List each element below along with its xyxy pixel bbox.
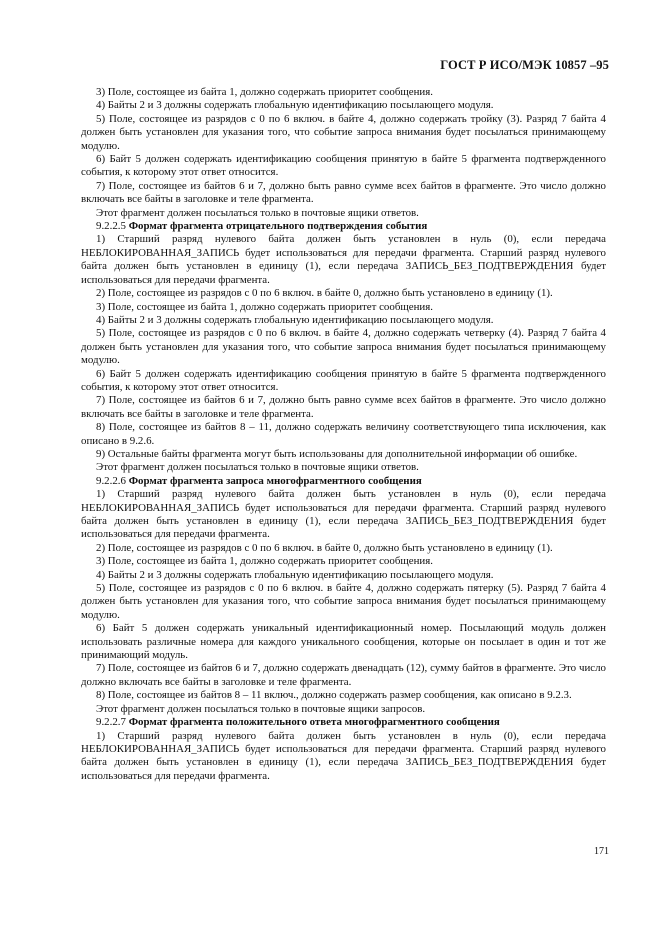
paragraph: 1) Старший разряд нулевого байта должен быть установлен в нуль (0), если передача НЕБЛОКИРОВАННАЯ_ЗАПИСЬ будет использоваться для передачи фрагмента. Старший разряд нулевого байта должен быть установлен в единицу (1), если передача ЗАПИСЬ_БЕЗ_ПОДТВЕРЖДЕНИЯ будет использоваться для передачи фрагмента. xyxy=(81,729,606,782)
paragraph: 5) Поле, состоящее из разрядов с 0 по 6 включ. в байте 4, должно содержать пятерку (5). Разряд 7 байта 4 должен быть установлен для указания того, что событие запроса внимания будет посылаться принимающему модулю. xyxy=(81,582,606,621)
paragraph: 4) Байты 2 и 3 должны содержать глобальную идентификацию посылающего модуля. xyxy=(96,313,494,326)
paragraph: 2) Поле, состоящее из разрядов с 0 по 6 включ. в байте 0, должно быть установлено в единицу (1). xyxy=(96,287,553,300)
paragraph: 4) Байты 2 и 3 должны содержать глобальную идентификацию посылающего модуля. xyxy=(96,568,494,581)
paragraph: Этот фрагмент должен посылаться только в почтовые ящики запросов. xyxy=(96,702,426,715)
paragraph: 3) Поле, состоящее из байта 1, должно содержать приоритет сообщения. xyxy=(96,86,433,98)
section-heading xyxy=(81,475,606,488)
paragraph: 5) Поле, состоящее из разрядов с 0 по 6 включ. в байте 4, должно содержать четверку (4). Разряд 7 байта 4 должен быть установлен для указания того, что событие запроса внимания будет посылаться принимающему модулю. xyxy=(81,327,606,367)
section-title: Формат фрагмента отрицательного подтверждения события xyxy=(128,220,428,233)
section-heading xyxy=(81,220,606,233)
paragraph: 6) Байт 5 должен содержать уникальный идентификационный номер. Посылающий модуль должен использовать различные номера для каждого уникального сообщения, которые он посылает в один и тот же принимающий модуль. xyxy=(81,622,606,662)
paragraph: Этот фрагмент должен посылаться только в почтовые ящики ответов. xyxy=(96,206,419,219)
paragraph: 8) Поле, состоящее из байтов 8 – 11 включ., должно содержать размер сообщения, как описано в 9.2.3. xyxy=(96,689,572,702)
paragraph: 4) Байты 2 и 3 должны содержать глобальную идентификацию посылающего модуля. xyxy=(96,99,494,112)
page-number: 171 xyxy=(594,846,609,857)
paragraph: 7) Поле, состоящее из байтов 6 и 7, должно содержать двенадцать (12), сумму байтов в фрагменте. Это число должно включать все байты в заголовке и теле фрагмента. xyxy=(81,662,606,688)
section-number: 9.2.2.6 xyxy=(96,474,126,487)
paragraph: 1) Старший разряд нулевого байта должен быть установлен в нуль (0), если передача НЕБЛОКИРОВАННАЯ_ЗАПИСЬ будет использоваться для передачи фрагмента. Старший разряд нулевого байта должен быть установлен в единицу (1), если передача ЗАПИСЬ_БЕЗ_ПОДТВЕРЖДЕНИЯ будет использоваться для передачи фрагмента. xyxy=(81,488,606,541)
paragraph: 7) Поле, состоящее из байтов 6 и 7, должно быть равно сумме всех байтов в фрагменте. Это число должно включать все байты в заголовке и теле фрагмента. xyxy=(81,394,606,420)
section-number: 9.2.2.7 xyxy=(96,716,126,729)
paragraph: 6) Байт 5 должен содержать идентификацию сообщения принятую в байте 5 фрагмента подтвержденного события, к которому этот ответ относится. xyxy=(81,153,606,179)
section-title: Формат фрагмента запроса многофрагментного сообщения xyxy=(128,474,422,487)
section-title: Формат фрагмента положительного ответа многофрагментного сообщения xyxy=(128,716,500,729)
section-heading xyxy=(81,716,606,729)
paragraph: 9) Остальные байты фрагмента могут быть использованы для дополнительной информации об ошибке. xyxy=(96,447,578,460)
paragraph: 7) Поле, состоящее из байтов 6 и 7, должно быть равно сумме всех байтов в фрагменте. Это число должно включать все байты в заголовке и теле фрагмента. xyxy=(81,179,606,206)
paragraph: 5) Поле, состоящее из разрядов с 0 по 6 включ. в байте 4, должно содержать тройку (3). Разряд 7 байта 4 должен быть установлен для указания того, что событие запроса внимания будет посылаться принимающему модулю. xyxy=(81,112,606,152)
paragraph: 3) Поле, состоящее из байта 1, должно содержать приоритет сообщения. xyxy=(96,300,433,313)
paragraph: Этот фрагмент должен посылаться только в почтовые ящики ответов. xyxy=(96,461,419,474)
paragraph: 1) Старший разряд нулевого байта должен быть установлен в нуль (0), если передача НЕБЛОКИРОВАННАЯ_ЗАПИСЬ будет использоваться для передачи фрагмента. Старший разряд нулевого байта должен быть установлен в единицу (1), если передача ЗАПИСЬ_БЕЗ_ПОДТВЕРЖДЕНИЯ будет использоваться для передачи фрагмента. xyxy=(81,233,606,286)
paragraph: 8) Поле, состоящее из байтов 8 – 11, должно содержать величину соответствующего типа исключения, как описано в 9.2.6. xyxy=(81,421,606,447)
body-text xyxy=(81,86,606,783)
paragraph: 6) Байт 5 должен содержать идентификацию сообщения принятую в байте 5 фрагмента подтвержденного события, к которому этот ответ относится. xyxy=(81,367,606,393)
paragraph: 3) Поле, состоящее из байта 1, должно содержать приоритет сообщения. xyxy=(96,555,433,568)
section-number: 9.2.2.5 xyxy=(96,220,126,233)
paragraph: 2) Поле, состоящее из разрядов с 0 по 6 включ. в байте 0, должно быть установлено в единицу (1). xyxy=(96,541,553,554)
page-header-title: ГОСТ Р ИСО/МЭК 10857 –95 xyxy=(440,58,609,72)
